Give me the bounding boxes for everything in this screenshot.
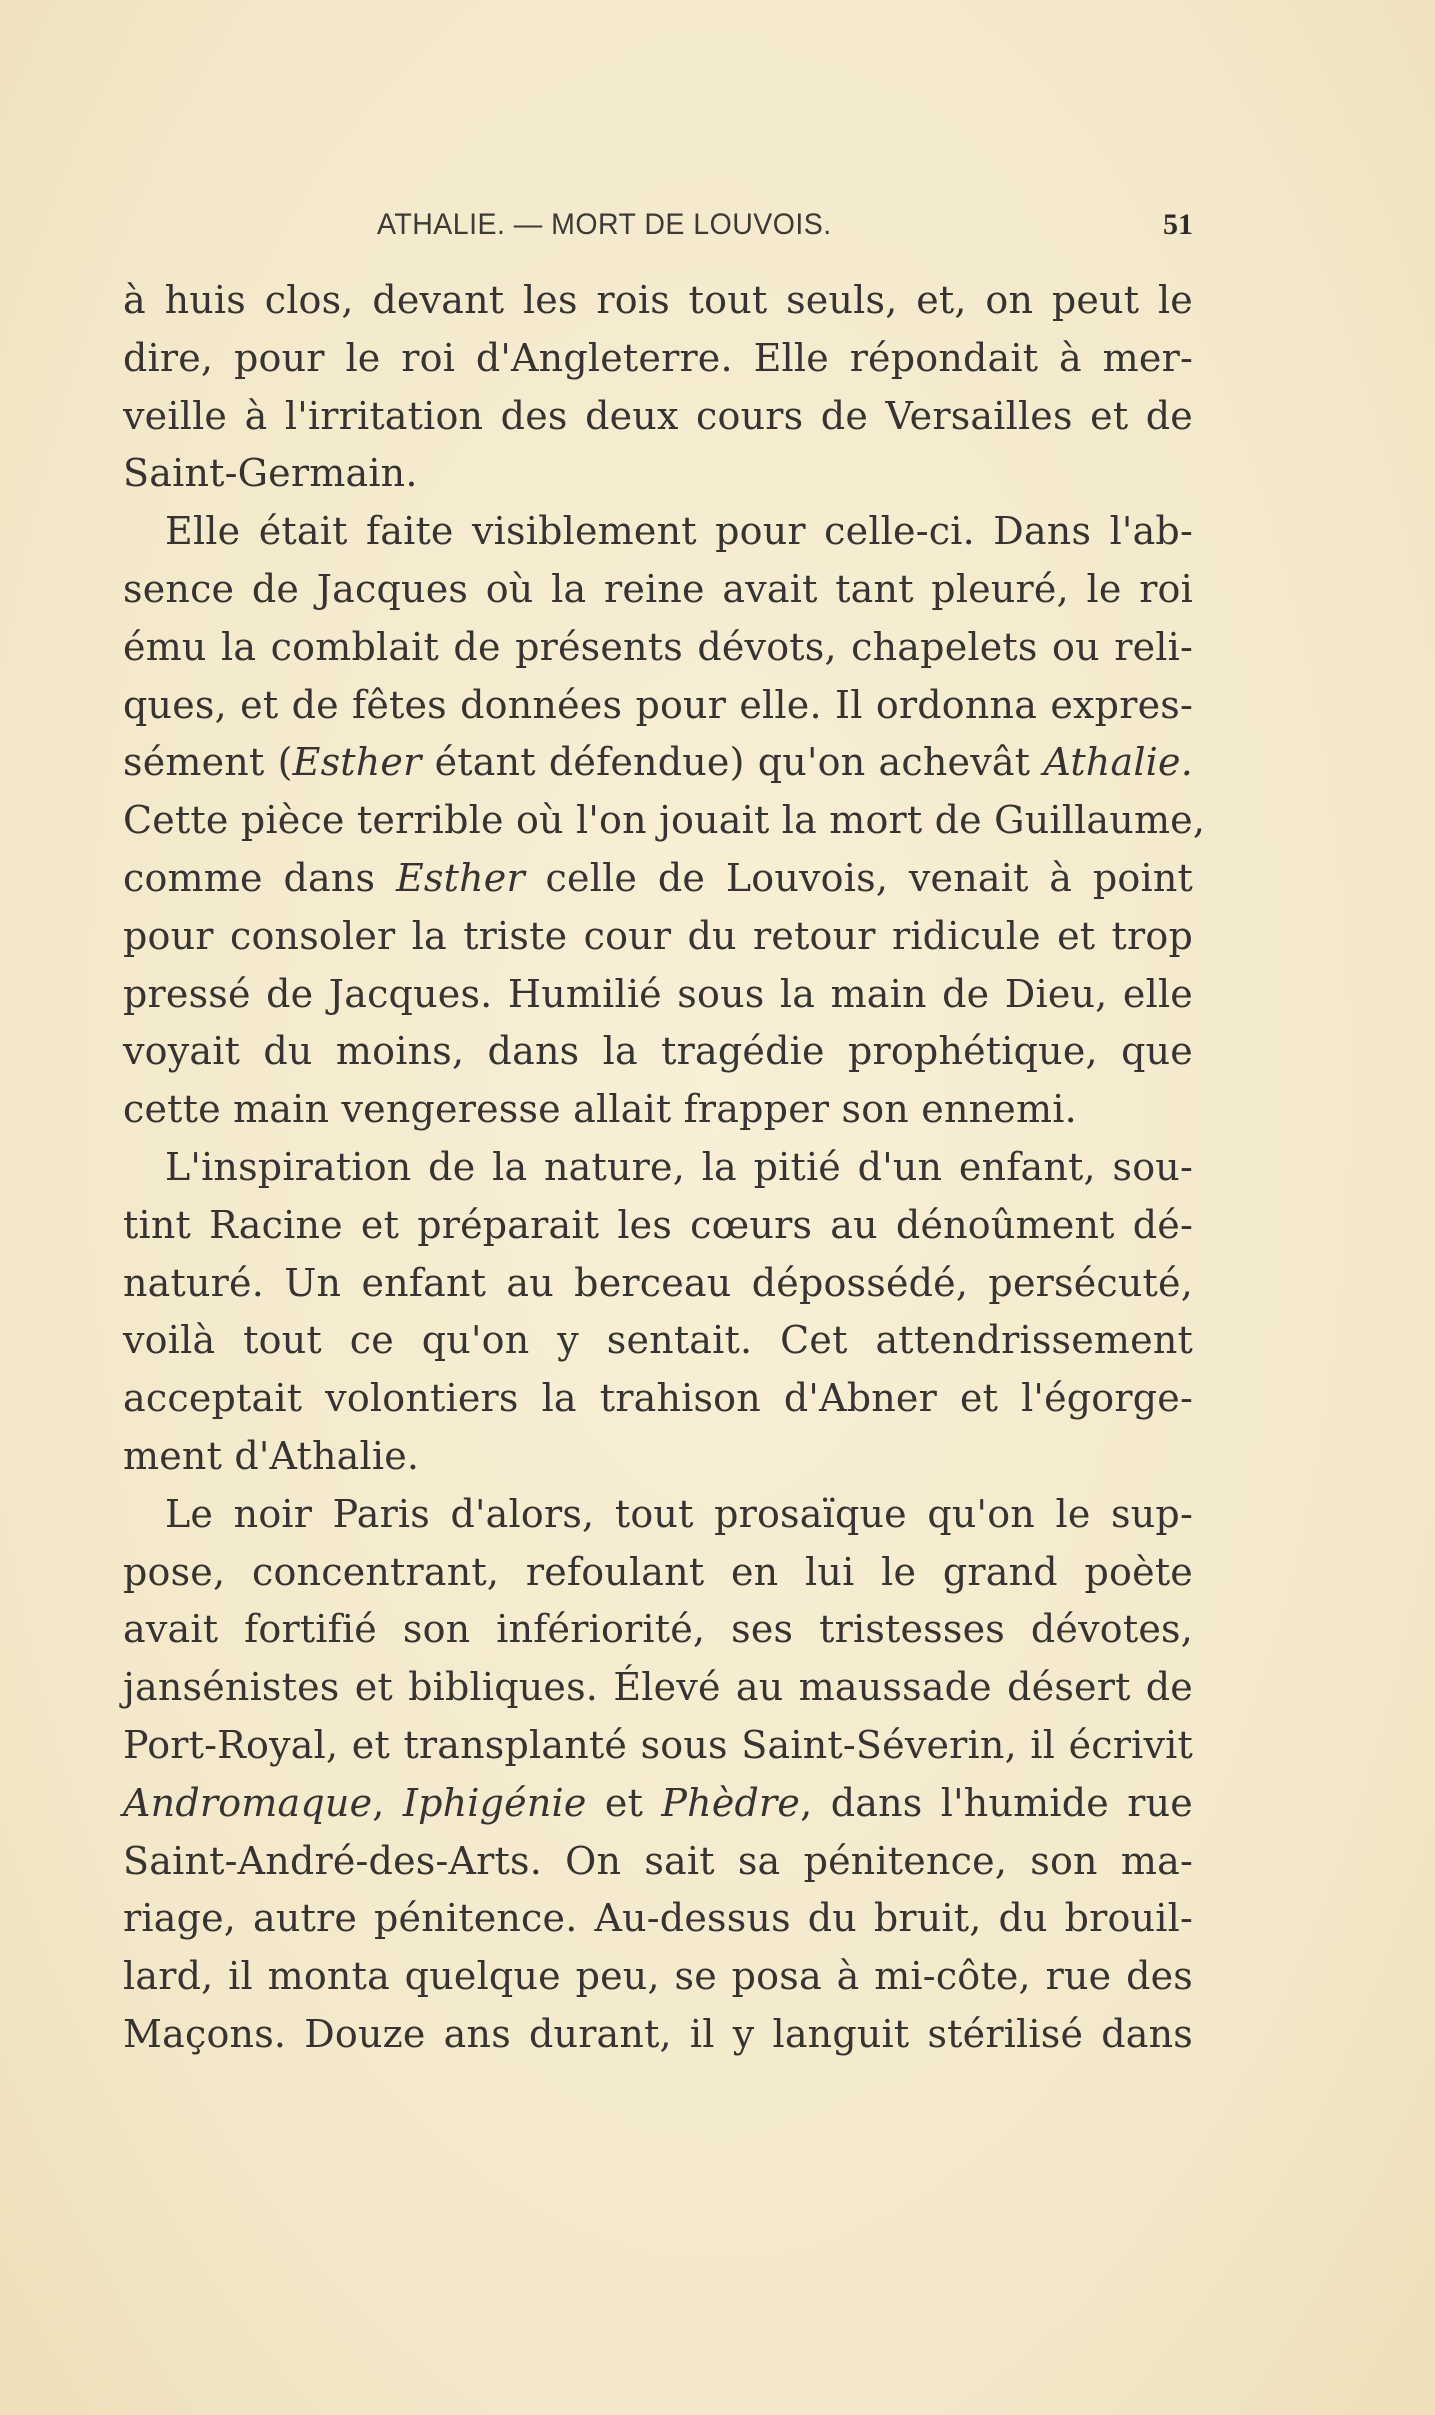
text-line [123,1833,1193,1891]
text-segment: Saint-André-des-Arts. On sait sa pénitence, son ma- [123,1838,1193,1883]
text-segment: cette main vengeresse allait frapper son ennemi. [123,1087,1077,1132]
text-segment: riage, autre pénitence. Au-dessus du bruit, du brouil- [123,1896,1193,1941]
running-title: ATHALIE. — MORT DE LOUVOIS. [377,208,832,241]
text-segment: à huis clos, devant les rois tout seuls, et, on peut le [123,278,1193,322]
text-line [123,792,1206,850]
text-line [123,1312,1193,1370]
text-segment: ment d'Athalie. [123,1433,420,1478]
text-segment: étant défendue) qu'on achevât [421,740,1044,785]
text-segment: ques, et de fêtes données pour elle. Il ordonna expres- [123,682,1193,727]
text-line [123,1601,1193,1659]
text-segment: naturé. Un enfant au berceau dépossédé, persécuté, [123,1260,1193,1305]
text-line [123,850,1193,908]
text-segment: Maçons. Douze ans durant, il y languit stérilisé dans [123,2011,1193,2056]
text-segment: jansénistes et bibliques. Élevé au maussade désert de [123,1665,1193,1710]
text-line [123,734,1193,792]
running-head [123,208,1193,248]
text-line [123,1197,1193,1255]
text-segment: Elle était faite visiblement pour celle-ci. Dans l'ab- [165,509,1193,554]
text-segment: lard, il monta quelque peu, se posa à mi-côte, rue des [123,1954,1193,1999]
text-line [123,966,1193,1024]
text-segment: ému la comblait de présents dévots, chapelets ou reli- [123,624,1193,669]
text-segment: acceptait volontiers la trahison d'Abner et l'égorge- [123,1376,1193,1421]
text-segment: dire, pour le roi d'Angleterre. Elle répondait à mer- [123,335,1193,380]
text-segment: sément ( [123,740,293,785]
text-segment: , [372,1780,403,1825]
text-line [123,1081,1193,1139]
italic-title: Andromaque [123,1780,373,1825]
text-line [123,619,1193,677]
text-segment: celle de Louvois, venait à point [524,855,1193,900]
text-line [123,2006,1193,2064]
text-segment: pose, concentrant, refoulant en lui le grand poète [123,1549,1193,1594]
body-text [123,272,1206,2064]
italic-title: Esther [292,740,422,785]
text-segment: Cette pièce terrible où l'on jouait la mort de Guillaume, [123,798,1206,843]
text-line [123,677,1193,735]
text-segment: , dans l'humide rue [800,1780,1193,1825]
text-line [123,1139,1193,1197]
text-line [123,1890,1193,1948]
text-segment: L'inspiration de la nature, la pitié d'un enfant, sou- [165,1144,1193,1189]
text-segment: sence de Jacques où la reine avait tant pleuré, le roi [123,566,1193,611]
text-segment: pressé de Jacques. Humilié sous la main de Dieu, elle [123,971,1193,1016]
italic-title: Iphigénie [402,1780,587,1825]
text-line [123,445,1193,503]
italic-title: Esther [395,855,525,900]
text-line [123,561,1193,619]
text-segment: voilà tout ce qu'on y sentait. Cet attendrissement [123,1318,1193,1363]
text-line [123,1775,1193,1833]
text-line [123,503,1193,561]
text-segment: et [586,1780,662,1825]
text-segment: comme dans [123,855,396,900]
text-segment: Le noir Paris d'alors, tout prosaïque qu'on le sup- [165,1491,1193,1536]
text-line [123,388,1193,446]
text-line [123,1544,1193,1602]
text-line [123,1717,1193,1775]
text-line [123,1370,1193,1428]
text-line [123,908,1193,966]
page-number: 51 [1163,208,1193,241]
text-segment: pour consoler la triste cour du retour ridicule et trop [123,913,1193,958]
text-line [123,1023,1193,1081]
italic-title: Athalie. [1043,740,1193,785]
text-segment: avait fortifié son infériorité, ses tristesses dévotes, [123,1607,1193,1652]
text-segment: tint Racine et préparait les cœurs au dénoûment dé- [123,1202,1193,1247]
text-segment: veille à l'irritation des deux cours de Versailles et de [123,393,1193,438]
text-segment: Port-Royal, et transplanté sous Saint-Séverin, il écrivit [123,1722,1193,1767]
text-line [123,330,1193,388]
text-line [123,1486,1193,1544]
text-line [123,272,1193,330]
text-segment: voyait du moins, dans la tragédie prophétique, que [123,1029,1193,1074]
text-line [123,1428,1193,1486]
italic-title: Phèdre [661,1780,801,1825]
text-line [123,1948,1193,2006]
text-line [123,1659,1193,1717]
text-segment: Saint-Germain. [123,451,418,496]
text-line [123,1255,1193,1313]
